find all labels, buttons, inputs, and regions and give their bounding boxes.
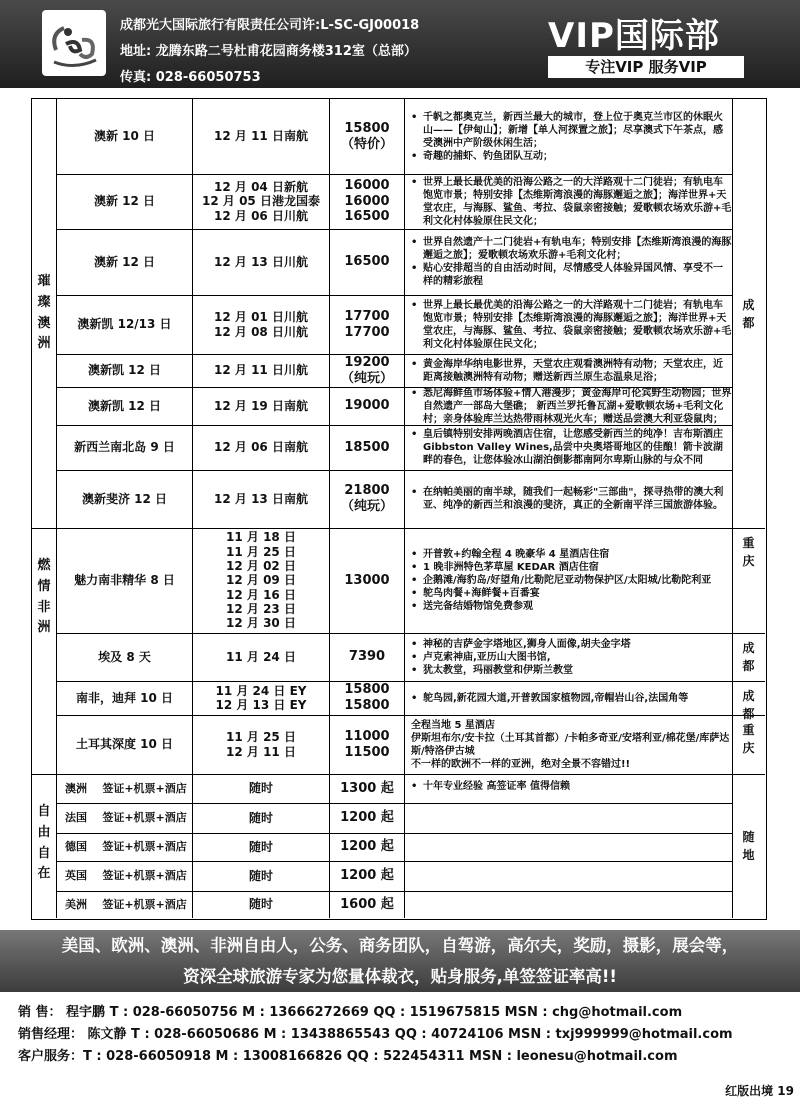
- highlight-item: [411, 236, 732, 262]
- departure-date: 11 月 25 日: [226, 544, 296, 559]
- highlight-text: 开普敦+约翰全程 4 晚豪华 4 星酒店住宿: [423, 549, 610, 560]
- departure-dates: [193, 99, 329, 174]
- route-name: 埃及 8 天: [98, 649, 151, 664]
- highlight-item: [411, 600, 732, 613]
- highlight-text: 贴心安排超当的自由活动时间，尽情感受人体验异国风情、享受不一样的精彩旅程: [423, 263, 723, 287]
- company-license: 成都光大国际旅行有限责任公司许:L-SC-GJ00018: [120, 18, 420, 33]
- bullet-icon: •: [411, 549, 418, 560]
- departure-date: 12 月 08 日川航: [214, 324, 308, 339]
- highlight-item: [411, 358, 732, 384]
- departure-city-char: 庆: [742, 741, 755, 755]
- departure-date: 12 月 02 日: [226, 558, 296, 573]
- price: [330, 803, 404, 833]
- highlight-text: 鸵鸟园,新花园大道,开普敦国家植物园,帝帽岩山谷,法国角等: [423, 692, 689, 704]
- promo-banner: [0, 930, 800, 992]
- bullet-icon: •: [411, 601, 418, 612]
- highlight-item: [411, 574, 732, 587]
- section-label-char: 自: [37, 845, 51, 861]
- departure-date: 12 月 11 日南航: [214, 129, 308, 144]
- price-value: 15800: [344, 682, 390, 698]
- departure-date: 12 月 06 日南航: [214, 440, 308, 455]
- section-label-char: 非: [37, 599, 51, 615]
- bullet-icon: •: [411, 692, 418, 704]
- departure-date: 12 月 30 日: [226, 616, 296, 631]
- price: [330, 833, 404, 861]
- itinerary-highlights: [405, 470, 732, 528]
- route-name: 澳新凯 12/13 日: [77, 317, 172, 332]
- price: [330, 354, 404, 387]
- highlight-item: [411, 150, 732, 163]
- itinerary-highlights: [405, 715, 732, 774]
- itinerary-highlights: [405, 295, 732, 354]
- departure-date: 12 月 13 日川航: [214, 254, 308, 269]
- highlight-item: [411, 692, 732, 705]
- contact-sales-manager: 销售经理： 陈文静 T : 028-66050686 M : 13438865543 QQ : 40724106 MSN : txj999999@hotmail.com: [18, 1027, 733, 1042]
- bullet-icon: •: [411, 358, 418, 370]
- price-value: 16500: [344, 209, 390, 225]
- price: [330, 633, 404, 681]
- itinerary-highlights: [405, 681, 732, 715]
- highlight-item: [411, 548, 732, 561]
- highlight-text: 1 晚非洲特色茅草屋 KEDAR 酒店住宿: [423, 562, 599, 573]
- price-value: 16000: [344, 178, 390, 194]
- price: [330, 715, 404, 774]
- departure-date: 11 月 24 日 EY: [215, 683, 307, 698]
- price-value: 19200: [344, 354, 390, 370]
- itinerary-highlights: [405, 354, 732, 387]
- departure-date: 12 月 16 日: [226, 587, 296, 602]
- route-name: 澳新凯 12 日: [87, 398, 162, 413]
- contact-sales: 销 售： 程宇鹏 T : 028-66050756 M : 13666272669 QQ : 1519675815 MSN : chg@hotmail.com: [18, 1005, 683, 1020]
- departure-city-char: 成: [742, 689, 755, 703]
- itinerary-highlights: [405, 99, 732, 174]
- price: [330, 681, 404, 715]
- highlight-item: [411, 428, 732, 467]
- highlight-item: [411, 387, 732, 425]
- highlight-text: 千帆之都奥克兰，新西兰最大的城市，登上位于奥克兰市区的休眠火山——【伊甸山】；新增【单人河探置之旅】；尽享澳式下午茶点，感受澳洲中产阶级休闲生活；: [423, 111, 723, 149]
- price: [330, 99, 404, 174]
- departure-city: [732, 774, 765, 918]
- highlight-text: 送完备结婚物馆免费参观: [423, 601, 533, 612]
- departure-dates: [193, 354, 329, 387]
- price-value: （特价）: [340, 136, 393, 152]
- section-label-char: 自: [37, 804, 51, 819]
- route-name: 澳洲 签证+机票+酒店: [65, 781, 187, 795]
- highlight-item: [411, 732, 732, 758]
- departure-dates: [193, 470, 329, 528]
- highlight-item: [411, 719, 732, 732]
- departure-dates: [193, 174, 329, 229]
- section-label: [32, 774, 56, 918]
- section-label-char: 洲: [37, 336, 51, 352]
- departure-dates: [193, 295, 329, 354]
- itinerary-highlights: [405, 425, 732, 470]
- departure-dates: [193, 387, 329, 425]
- departure-date: 12 月 06 日川航: [214, 208, 308, 223]
- highlight-text: 在纳帕美丽的南半球，随我们一起畅彩"三部曲"，探寻热带的澳大利亚、纯净的新西兰和浪漫的斐济，真正的全新南平洋三国旅游体验。: [423, 487, 724, 511]
- highlight-text: 黄金海岸华纳电影世界，天堂农庄观看澳洲特有动物；天堂农庄，近距离接触澳洲特有动物；赠送新西兰原生态温泉足浴；: [423, 358, 723, 383]
- departure-dates: [193, 803, 329, 833]
- bullet-icon: •: [411, 781, 418, 792]
- bullet-icon: •: [411, 664, 418, 676]
- page-header: [0, 0, 800, 88]
- section-label: [32, 99, 56, 528]
- bullet-icon: •: [411, 487, 418, 498]
- departure-dates: [193, 833, 329, 861]
- bullet-icon: •: [411, 651, 418, 663]
- departure-city-char: 都: [742, 659, 755, 673]
- price-value: 7390: [348, 649, 386, 665]
- departure-dates: [193, 528, 329, 633]
- bullet-icon: •: [411, 588, 418, 599]
- route-name: 德国 签证+机票+酒店: [65, 840, 187, 854]
- highlight-item: [411, 486, 732, 512]
- route-name: 新西兰南北岛 9 日: [74, 440, 175, 455]
- bullet-icon: •: [411, 263, 418, 274]
- route-name: 美洲 签证+机票+酒店: [65, 897, 187, 911]
- section-label-char: 情: [37, 578, 51, 594]
- departure-city-char: 庆: [742, 554, 755, 568]
- departure-date: 11 月 24 日: [226, 649, 296, 664]
- highlight-text: 犹太教堂，玛丽教堂和伊斯兰教堂: [423, 664, 573, 676]
- itinerary-highlights: [405, 528, 732, 633]
- departure-date: 12 月 19 日南航: [214, 398, 308, 413]
- bullet-icon: •: [411, 575, 418, 586]
- departure-city-char: 都: [742, 707, 755, 721]
- highlight-text: 悉尼海鲜鱼市场体验+情人港漫步；黄金海岸可伦宾野生动物园；世界自然遗产一部岛大堡礁； 新西兰罗托鲁瓦湖+爱歌顿农场+毛利文化村；亲身体验库兰达热带雨林观光火车；赠送品尝澳大利亚袋鼠肉；: [423, 387, 732, 425]
- price: [330, 174, 404, 229]
- itinerary-highlights: [405, 174, 732, 229]
- price-value: 13000: [344, 572, 390, 588]
- price-value: 17700: [344, 308, 390, 324]
- departure-dates: [193, 715, 329, 774]
- departure-city-char: 都: [742, 315, 755, 330]
- price-value: 17700: [344, 324, 390, 340]
- departure-date: 12 月 01 日川航: [214, 310, 308, 325]
- vip-slogan: 专注VIP 服务VIP: [548, 56, 744, 78]
- price-value: 1200 起: [340, 810, 394, 826]
- logo-icon: [42, 10, 106, 76]
- departure-date: 随时: [248, 897, 273, 912]
- bullet-icon: •: [411, 387, 418, 399]
- departure-date: 随时: [248, 781, 273, 796]
- highlight-item: [411, 664, 732, 677]
- price-value: 16000: [344, 193, 390, 209]
- departure-date: 11 月 25 日: [226, 730, 296, 745]
- price: [330, 861, 404, 891]
- section-label: [32, 528, 56, 774]
- highlight-text: 神秘的吉萨金字塔地区,狮身人面像,胡夫金字塔: [423, 638, 631, 650]
- tour-table: [31, 98, 767, 920]
- bullet-icon: •: [411, 237, 418, 248]
- highlight-text: 奇趣的捕虾、钓鱼团队互动；: [423, 150, 553, 162]
- price-value: 1300 起: [340, 780, 394, 796]
- highlight-item: [411, 299, 732, 351]
- price-value: 16500: [344, 254, 390, 270]
- departure-date: 12 月 09 日: [226, 573, 296, 588]
- highlight-text: 世界自然遗产十二门徒岩+有轨电车；特别安排【杰维斯湾浪漫的海豚邂逅之旅】；爱歌顿农场欢乐游+毛利文化村；: [423, 237, 732, 261]
- departure-dates: [193, 861, 329, 891]
- departure-city: [732, 528, 765, 633]
- route-name: 土耳其深度 10 日: [75, 737, 174, 752]
- route-name: 英国 签证+机票+酒店: [65, 869, 187, 883]
- section-label-char: 洲: [37, 620, 51, 636]
- company-fax: 传真: 028-66050753: [120, 70, 261, 85]
- route-name: 南非，迪拜 10 日: [75, 690, 174, 705]
- highlight-text: 全程当地 5 星酒店: [411, 719, 495, 731]
- departure-city: [732, 715, 765, 774]
- route-name: 澳新 10 日: [93, 129, 156, 144]
- departure-date: 12 月 23 日: [226, 602, 296, 617]
- departure-dates: [193, 633, 329, 681]
- highlight-text: 十年专业经验 高签证率 值得信赖: [423, 781, 570, 792]
- departure-dates: [193, 425, 329, 470]
- departure-city: [732, 99, 765, 528]
- highlight-text: 伊斯坦布尔/安卡拉（土耳其首都）/卡帕多奇亚/安塔利亚/棉花堡/库萨达斯/特洛伊古城: [411, 732, 730, 757]
- banner-line-1: 美国、欧洲、澳洲、非洲自由人，公务、商务团队，自驾游，高尔夫，奖励，摄影，展会等，: [61, 936, 739, 955]
- highlight-text: 皇后镇特别安排两晚酒店住宿，让您感受新西兰的纯净！吉布斯酒庄 Gibbston Valley Wines,品尝中央奥塔哥地区的佳酿！箭卡波湖畔的春色，让您体验冰山湖泊倒影都南阿尔卑斯山脉的与众不同: [423, 429, 723, 466]
- bullet-icon: •: [411, 299, 418, 311]
- price-value: 1200 起: [340, 868, 394, 884]
- contact-customer-service: 客户服务：T : 028-66050918 M : 13008166826 QQ : 522454311 MSN : leonesu@hotmail.com: [18, 1049, 678, 1064]
- route-name: 澳新斐济 12 日: [81, 491, 168, 506]
- highlight-text: 鸵鸟肉餐+海鲜餐+百番宴: [423, 588, 540, 599]
- price-value: 1200 起: [340, 839, 394, 855]
- highlight-item: [411, 651, 732, 664]
- route-name: 澳新 12 日: [93, 194, 156, 209]
- highlight-item: [411, 561, 732, 574]
- price: [330, 470, 404, 528]
- section-label-char: 燃: [37, 558, 51, 573]
- section-label-char: 由: [37, 824, 51, 840]
- section-label-char: 璨: [37, 294, 51, 310]
- section-label-char: 在: [37, 866, 51, 882]
- departure-city-char: 重: [742, 536, 755, 550]
- price: [330, 387, 404, 425]
- route-name: 澳新 12 日: [93, 254, 156, 269]
- price-value: 19000: [344, 398, 390, 414]
- route-name: 法国 签证+机票+酒店: [65, 811, 187, 825]
- bullet-icon: •: [411, 562, 418, 573]
- departure-date: 12 月 11 日: [226, 744, 296, 759]
- price-value: （纯玩）: [340, 370, 393, 386]
- departure-dates: [193, 681, 329, 715]
- company-address: 地址: 龙腾东路二号杜甫花园商务楼312室（总部）: [120, 44, 417, 59]
- banner-line-2: 资深全球旅游专家为您量体裁衣，贴身服务,单签签证率高!!: [183, 967, 617, 986]
- highlight-item: [411, 262, 732, 288]
- highlight-text: 世界上最长最优美的沿海公路之一的大洋路观十二门徒岩；有轨电车饱览市景；特别安排【杰维斯湾浪漫的海豚邂逅之旅】；海洋世界+天堂农庄，与海豚、鲨鱼、考拉、袋鼠亲密接触；爱歌顿农场欢乐游+毛利文化村体验原住民文化；: [423, 176, 732, 227]
- price-value: 21800: [344, 483, 390, 499]
- price: [330, 528, 404, 633]
- price: [330, 295, 404, 354]
- highlight-item: [411, 111, 732, 150]
- price: [330, 891, 404, 918]
- departure-dates: [193, 229, 329, 295]
- departure-dates: [193, 891, 329, 918]
- departure-city: [732, 681, 765, 721]
- price-value: 1600 起: [340, 896, 394, 912]
- departure-date: 12 月 04 日新航: [214, 179, 308, 194]
- highlight-item: [411, 638, 732, 651]
- section-label-char: 璀: [37, 273, 51, 289]
- section-label-char: 澳: [37, 315, 51, 331]
- bullet-icon: •: [411, 176, 418, 188]
- price-value: （纯玩）: [340, 499, 393, 514]
- departure-date: 随时: [248, 810, 273, 825]
- departure-city-char: 随: [742, 830, 755, 844]
- price-value: 15800: [344, 698, 390, 713]
- bullet-icon: •: [411, 111, 418, 123]
- itinerary-highlights: [405, 387, 732, 425]
- contact-list: [18, 1002, 788, 1068]
- price-value: 18500: [344, 439, 390, 455]
- bullet-icon: •: [411, 429, 418, 440]
- price-value: 11500: [344, 744, 390, 760]
- departure-date: 12 月 11 日川航: [214, 363, 308, 378]
- departure-city-char: 成: [742, 641, 755, 655]
- highlight-item: [411, 587, 732, 600]
- departure-date: 随时: [248, 839, 273, 854]
- highlight-item: [411, 780, 732, 793]
- itinerary-highlights: [405, 774, 732, 803]
- price: [330, 774, 404, 803]
- bullet-icon: •: [411, 638, 418, 650]
- highlight-text: 不一样的欧洲不一样的亚洲，绝对全景不容错过!!: [411, 758, 631, 770]
- price: [330, 229, 404, 295]
- price-value: 15800: [344, 120, 390, 136]
- price: [330, 425, 404, 470]
- highlight-text: 企鹅滩/海豹岛/好望角/比勒陀尼亚动物保护区/太阳城/比勒陀利亚: [423, 575, 712, 586]
- itinerary-highlights: [405, 229, 732, 295]
- departure-date: 11 月 18 日: [226, 530, 296, 545]
- highlight-item: [411, 758, 732, 771]
- price-value: 11000: [344, 728, 390, 744]
- departure-date: 12 月 13 日南航: [214, 491, 308, 506]
- departure-city: [732, 633, 765, 681]
- departure-city-char: 重: [742, 723, 755, 737]
- departure-date: 12 月 05 日港龙国泰: [202, 194, 320, 209]
- bullet-icon: •: [411, 150, 418, 162]
- departure-city-char: 地: [742, 848, 755, 862]
- departure-date: 随时: [248, 868, 273, 883]
- route-name: 魅力南非精华 8 日: [74, 573, 175, 588]
- highlight-text: 卢克索神庙,亚历山大图书馆,: [423, 651, 551, 663]
- highlight-item: [411, 176, 732, 228]
- page-footer: 红版出境 19: [725, 1084, 794, 1098]
- departure-date: 12 月 13 日 EY: [215, 698, 307, 712]
- itinerary-highlights: [405, 633, 732, 681]
- highlight-text: 世界上最长最优美的沿海公路之一的大洋路观十二门徒岩；有轨电车饱览市景；特别安排【杰维斯湾浪漫的海豚邂逅之旅】；海洋世界+天堂农庄，与海豚、鲨鱼、考拉、袋鼠亲密接触；爱歌顿农场欢乐游+毛利文化村体验原住民文化；: [423, 299, 732, 350]
- departure-city-char: 成: [742, 297, 755, 312]
- departure-dates: [193, 774, 329, 803]
- route-name: 澳新凯 12 日: [87, 363, 162, 378]
- vip-title: VIP国际部: [548, 16, 720, 56]
